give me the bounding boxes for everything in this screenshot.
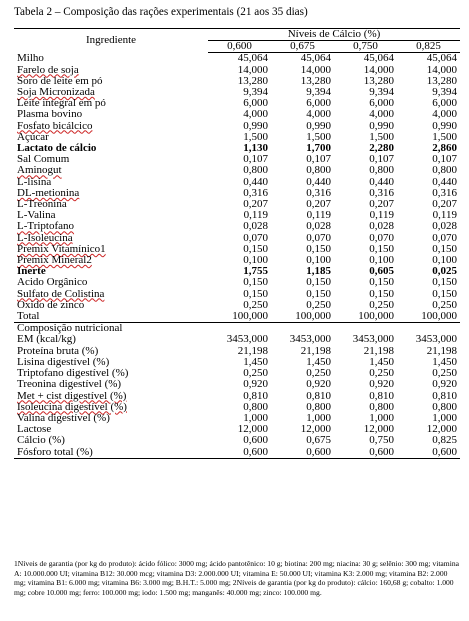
value-cell: 1,450: [369, 355, 394, 368]
value-cell: 0,605: [369, 265, 394, 278]
value-cell: 0,600: [271, 447, 334, 459]
value-cell: 1,450: [243, 355, 268, 368]
row-label-text: Açúcar: [17, 130, 49, 143]
value-cell: 21,198: [363, 344, 394, 357]
value-cell: 4,000: [243, 108, 268, 121]
value-cell: 0,920: [243, 378, 268, 391]
value-cell: 100,000: [397, 311, 460, 323]
value-cell: 0,028: [432, 220, 457, 233]
value-cell: 0,990: [432, 119, 457, 132]
value-cell: 1,500: [369, 130, 394, 143]
row-label-text: Total: [17, 310, 40, 323]
value-cell: 2,860: [432, 142, 457, 155]
value-cell: 6,000: [432, 97, 457, 110]
value-cell: 6,000: [306, 97, 331, 110]
value-cell: 0,250: [243, 367, 268, 380]
row-label-text: Premix Vitamínico1: [17, 242, 106, 255]
row-label-text: Isoleucina digestível (%): [17, 400, 127, 413]
value-cell: 0,600: [243, 434, 268, 447]
value-cell: 0,070: [369, 231, 394, 244]
value-cell: 0,800: [369, 164, 394, 177]
value-cell: 100,000: [334, 311, 397, 323]
value-cell: 0,119: [243, 209, 268, 222]
value-cell: 4,000: [369, 108, 394, 121]
value-cell: 6,000: [369, 97, 394, 110]
value-cell: 4,000: [306, 108, 331, 121]
row-label: [14, 300, 208, 311]
value-cell: 1,500: [306, 130, 331, 143]
row-label-text: Cálcio (%): [17, 434, 65, 447]
value-cell: 0,800: [432, 400, 457, 413]
value-cell: 21,198: [237, 344, 268, 357]
value-cell: 14,000: [363, 63, 394, 76]
value-cell: 2,280: [369, 142, 394, 155]
value-cell: 21,198: [300, 344, 331, 357]
row-label-text: Oxido de zinco: [17, 298, 85, 311]
row-label-text: Milho: [17, 52, 44, 65]
value-cell: 0,440: [432, 175, 457, 188]
value-cell: 9,394: [369, 86, 394, 99]
value-cell: 0,440: [369, 175, 394, 188]
value-cell: 1,755: [243, 265, 268, 278]
level-header: 0,600: [208, 41, 271, 53]
value-cell: 0,810: [369, 389, 394, 402]
row-label-text: Premix Mineral2: [17, 254, 92, 267]
value-cell: 0,800: [243, 400, 268, 413]
value-cell: 0,316: [243, 186, 268, 199]
value-cell: 0,150: [432, 276, 457, 289]
value-cell: 0,990: [243, 119, 268, 132]
diet-composition-table: [14, 28, 460, 459]
row-label-text: Lactose: [17, 423, 52, 436]
value-cell: 0,800: [243, 164, 268, 177]
value-cell: 0,250: [432, 367, 457, 380]
value-cell: 0,920: [432, 378, 457, 391]
ingredient-row: [14, 311, 460, 323]
value-cell: 0,207: [432, 198, 457, 211]
value-cell: 14,000: [300, 63, 331, 76]
value-cell: 100,000: [271, 311, 334, 323]
value-cell: 0,440: [306, 175, 331, 188]
value-cell: 0,150: [243, 287, 268, 300]
value-cell: 0,150: [306, 242, 331, 255]
row-label-text: Lisina digestível (%): [17, 355, 110, 368]
value-cell: 1,000: [369, 411, 394, 424]
row-label-text: L-Triptofano: [17, 220, 75, 233]
value-cell: 1,700: [306, 142, 331, 155]
value-cell: 0,119: [369, 209, 394, 222]
value-cell: 0,028: [369, 220, 394, 233]
row-label-text: Valina digestível (%): [17, 411, 110, 424]
ingredient-row: [14, 221, 460, 232]
value-cell: 0,070: [432, 231, 457, 244]
ingredient-header: Ingrediente: [14, 29, 208, 53]
value-cell: 14,000: [237, 63, 268, 76]
value-cell: 0,119: [432, 209, 457, 222]
value-cell: 45,064: [363, 52, 394, 65]
value-cell: 0,810: [306, 389, 331, 402]
value-cell: 0,150: [369, 287, 394, 300]
value-cell: 0,207: [243, 198, 268, 211]
row-label-text: Inerte: [17, 265, 46, 278]
value-cell: 0,440: [243, 175, 268, 188]
value-cell: 0,150: [432, 287, 457, 300]
value-cell: 0,990: [306, 119, 331, 132]
value-cell: 0,800: [306, 164, 331, 177]
ingredient-row: [14, 165, 460, 176]
value-cell: 13,280: [237, 74, 268, 87]
value-cell: 0,920: [369, 378, 394, 391]
value-cell: 12,000: [300, 423, 331, 436]
row-label-text: Farelo de soja: [17, 63, 79, 76]
nutrient-row: [14, 447, 460, 459]
value-cell: 0,250: [243, 298, 268, 311]
value-cell: 1,000: [243, 411, 268, 424]
value-cell: 1,450: [306, 355, 331, 368]
value-cell: 0,070: [306, 231, 331, 244]
value-cell: 0,207: [369, 198, 394, 211]
value-cell: 0,250: [306, 298, 331, 311]
value-cell: 0,316: [369, 186, 394, 199]
row-label-text: Soro de leite em pó: [17, 74, 103, 87]
nutritional-header: Composição nutricional: [17, 322, 123, 335]
value-cell: 0,150: [243, 242, 268, 255]
row-label-text: EM (kcal/kg): [17, 333, 76, 346]
value-cell: 0,028: [306, 220, 331, 233]
level-header: 0,825: [397, 41, 460, 53]
value-cell: 0,070: [243, 231, 268, 244]
value-cell: 14,000: [426, 63, 457, 76]
value-cell: 0,150: [243, 276, 268, 289]
value-cell: 0,107: [243, 153, 268, 166]
value-cell: 0,800: [432, 164, 457, 177]
value-cell: 9,394: [432, 86, 457, 99]
value-cell: 0,250: [369, 367, 394, 380]
value-cell: 3453,000: [352, 333, 394, 346]
row-label-text: Plasma bovino: [17, 108, 83, 121]
footnote-text: 1Níveis de garantia (por kg do produto): ácido fólico: 3000 mg; ácido pantotênico: 10 g; biotina: 200 mg; niacina: 30 g; selênio: 300 mg; vitamina A: 10.000.000 UI; vitamina B12: 30.000 mcg; vitamina D3: 2.000.000 UI; vitamina E: 50.000 UI; vitamina K3: 2.000 mg; vitamina B2: 2.000 mg; vitamina B1: 6.000 mg; vitamina B6: 3.000 mg; B.H.T.: 5.000 mg; 2Níveis de garantia (por kg do produto): cálcio: 160,68 g; cobalto: 1.000 mg; cobre 10.000 mg; ferro: 100.000 mg; iodo: 1.500 mg; manganês: 40.000 mg; zinco: 100.000 mg.: [14, 559, 459, 597]
row-label-text: L-Treonina: [17, 198, 67, 211]
value-cell: 13,280: [426, 74, 457, 87]
value-cell: 0,600: [397, 447, 460, 459]
row-label-text: Lactato de cálcio: [17, 142, 97, 155]
value-cell: 12,000: [426, 423, 457, 436]
ingredient-row: [14, 53, 460, 65]
row-label-text: Proteína bruta (%): [17, 344, 99, 357]
value-cell: 0,990: [369, 119, 394, 132]
value-cell: 0,025: [432, 265, 457, 278]
row-label-text: L-Valina: [17, 209, 56, 222]
value-cell: 0,028: [243, 220, 268, 233]
value-cell: 0,316: [306, 186, 331, 199]
value-cell: 21,198: [426, 344, 457, 357]
value-cell: 0,207: [306, 198, 331, 211]
value-cell: 0,920: [306, 378, 331, 391]
value-cell: 0,316: [432, 186, 457, 199]
value-cell: 0,150: [369, 242, 394, 255]
row-label-text: Aminogut: [17, 164, 62, 177]
row-label: [14, 447, 208, 459]
value-cell: 100,000: [208, 311, 271, 323]
table-caption: Tabela 2 – Composição das rações experimentais (21 aos 35 dias): [14, 6, 308, 18]
value-cell: 13,280: [363, 74, 394, 87]
value-cell: 0,100: [432, 254, 457, 267]
value-cell: 1,500: [243, 130, 268, 143]
value-cell: 0,150: [369, 276, 394, 289]
row-label-text: L-lisina: [17, 175, 52, 188]
row-label-text: Soja Micronizada: [17, 86, 95, 99]
row-label-text: Triptofano digestível (%): [17, 367, 129, 380]
footnote: [14, 559, 460, 597]
row-label-text: Fósforo total (%): [17, 445, 93, 458]
value-cell: 0,107: [306, 153, 331, 166]
value-cell: 1,500: [432, 130, 457, 143]
value-cell: 9,394: [243, 86, 268, 99]
value-cell: 0,600: [208, 447, 271, 459]
value-cell: 1,000: [306, 411, 331, 424]
value-cell: 13,280: [300, 74, 331, 87]
value-cell: 45,064: [300, 52, 331, 65]
row-label-text: Acido Orgânico: [17, 276, 88, 289]
value-cell: 0,119: [306, 209, 331, 222]
value-cell: 4,000: [432, 108, 457, 121]
value-cell: 0,250: [432, 298, 457, 311]
value-cell: 3453,000: [226, 333, 268, 346]
row-label-text: DL-metionina: [17, 186, 80, 199]
row-label-text: Leite integral em pó: [17, 97, 106, 110]
table-header-row: [14, 29, 460, 41]
value-cell: 0,600: [334, 447, 397, 459]
value-cell: 0,800: [306, 400, 331, 413]
value-cell: 45,064: [426, 52, 457, 65]
value-cell: 0,107: [432, 153, 457, 166]
value-cell: 1,130: [243, 142, 268, 155]
value-cell: 1,185: [306, 265, 331, 278]
value-cell: 3453,000: [289, 333, 331, 346]
value-cell: 0,100: [369, 254, 394, 267]
value-cell: 0,800: [369, 400, 394, 413]
value-cell: 0,750: [369, 434, 394, 447]
value-cell: 3453,000: [415, 333, 457, 346]
level-header: 0,675: [271, 41, 334, 53]
value-cell: 12,000: [363, 423, 394, 436]
value-cell: 12,000: [237, 423, 268, 436]
row-label-text: Fosfato bicálcico: [17, 119, 93, 132]
value-cell: 0,107: [369, 153, 394, 166]
value-cell: 1,000: [432, 411, 457, 424]
value-cell: 45,064: [237, 52, 268, 65]
value-cell: 0,825: [432, 434, 457, 447]
row-label-text: Sulfato de Colistina: [17, 287, 105, 300]
row-label: [14, 311, 208, 323]
row-label-text: L-Isoleucina: [17, 231, 73, 244]
level-header: 0,750: [334, 41, 397, 53]
row-label-text: Met + cist digestível (%): [17, 389, 127, 402]
row-label-text: Sal Comum: [17, 153, 70, 166]
value-cell: 0,810: [243, 389, 268, 402]
value-cell: 0,250: [369, 298, 394, 311]
value-cell: 0,150: [306, 287, 331, 300]
value-cell: 0,675: [306, 434, 331, 447]
value-cell: 1,450: [432, 355, 457, 368]
value-cell: 6,000: [243, 97, 268, 110]
row-label-text: Treonina digestível (%): [17, 378, 122, 391]
value-cell: 0,100: [306, 254, 331, 267]
value-cell: 0,250: [306, 367, 331, 380]
value-cell: 0,150: [306, 276, 331, 289]
calcium-levels-header: Níveis de Cálcio (%): [208, 29, 460, 41]
value-cell: 0,150: [432, 242, 457, 255]
value-cell: 9,394: [306, 86, 331, 99]
value-cell: 0,100: [243, 254, 268, 267]
value-cell: 0,810: [432, 389, 457, 402]
